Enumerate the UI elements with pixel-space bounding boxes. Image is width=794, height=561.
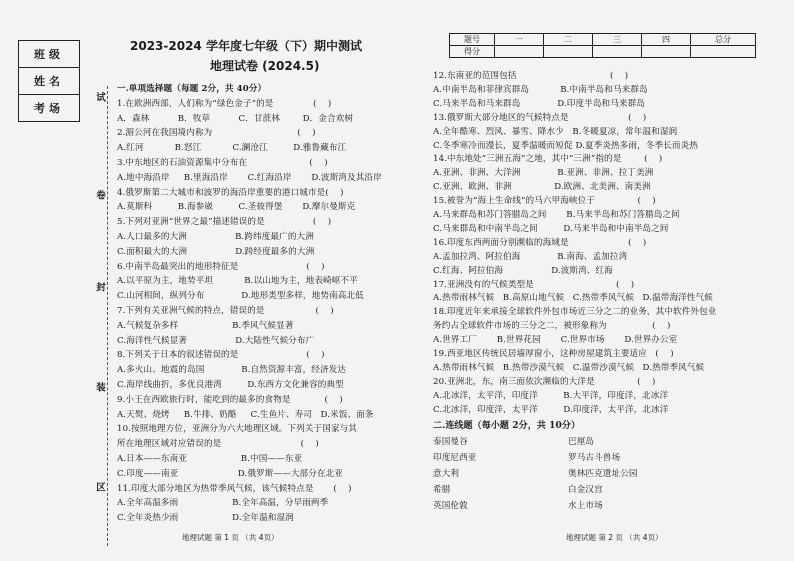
matching-item[interactable]: 水上市场 bbox=[568, 501, 603, 511]
question-line: 16.印度东西两面分别濒临的海域是 ( ) bbox=[433, 237, 647, 248]
score-cell[interactable] bbox=[691, 46, 756, 58]
question-line: 7.下列有关亚洲气候的特点，错误的是 ( ) bbox=[117, 306, 334, 316]
matching-item[interactable]: 意大利 bbox=[433, 469, 460, 479]
score-header: 四 bbox=[642, 34, 691, 46]
binding-label: 装 bbox=[94, 382, 105, 392]
question-line: A.孟加拉湾、阿拉伯海 B.南海、孟加拉湾 bbox=[433, 251, 628, 262]
question-line: A.地中海沿岸 B.里海沿岸 C.红海沿岸 D.波斯湾及其沿岸 bbox=[117, 172, 382, 183]
question-line: 15.被誉为“海上生命线”的马六甲海峡位于 ( ) bbox=[433, 196, 656, 207]
question-line: 2.湄公河在我国境内称为 ( ) bbox=[117, 128, 316, 139]
score-cell[interactable] bbox=[544, 46, 593, 58]
question-line: C.亚洲、欧洲、非洲 D.欧洲、北美洲、南美洲 bbox=[433, 182, 651, 193]
binding-label: 封 bbox=[94, 282, 105, 292]
question-line: A.热带雨林气候 B.高原山地气候 C.热带季风气候 D.温带海洋性气候 bbox=[433, 293, 713, 304]
matching-item[interactable]: 奥林匹克遗址公园 bbox=[568, 469, 638, 479]
question-line: C.山河相间，纵列分布 D.地形类型多样，地势南高北低 bbox=[117, 291, 364, 302]
question-line: 务约占全球软件市场的三分之二，被形象称为 ( ) bbox=[433, 321, 671, 332]
page-footer: 地理试题 第 2 页 （共 4页） bbox=[566, 533, 663, 542]
matching-item[interactable]: 白金汉宫 bbox=[568, 485, 603, 495]
binding-label: 试 bbox=[94, 92, 105, 102]
question-line: 1.在欧洲西部，人们称为“绿色金子”的是 ( ) bbox=[117, 98, 332, 109]
question-line: A.全年高温多雨 B.全年高温，分早雨两季 bbox=[117, 498, 329, 509]
question-line: C.海洋性气候显著 D.大陆性气候分布广 bbox=[117, 335, 315, 346]
question-line: A.气候复杂多样 B.季风气候显著 bbox=[117, 320, 294, 331]
question-line: A.北冰洋，太平洋，印度洋 B.大平洋，印度洋，北冰洋 bbox=[433, 390, 669, 401]
score-header: 总分 bbox=[691, 34, 756, 46]
question-line: 6.中南半岛最突出的地形特征是 ( ) bbox=[117, 261, 325, 272]
question-line: A.以平原为主，地势平坦 B.以山地为主，地表崎岖不平 bbox=[117, 276, 358, 287]
binding-label: 卷 bbox=[94, 190, 105, 200]
question-line: 14.中东地处“三洲五海”之地，其中“三洲”指的是 ( ) bbox=[433, 154, 663, 165]
section-two-title: 二.连线题（每小题 2分，共 10分） bbox=[433, 421, 581, 431]
score-cell[interactable] bbox=[593, 46, 642, 58]
question-line: A.红河 B.怒江 C.澜沧江 D.雅鲁藏布江 bbox=[117, 143, 347, 154]
score-header: 一 bbox=[495, 34, 544, 46]
question-line: A.天熨、烧烤 B.牛排、奶酪 C.生鱼片、寿司 D.米饭、面条 bbox=[117, 409, 374, 420]
score-row-label: 得分 bbox=[450, 46, 495, 58]
page-footer: 地理试题 第 1 页 （共 4页） bbox=[182, 533, 279, 542]
exam-title: 2023-2024 学年度七年级（下）期中测试 bbox=[130, 39, 362, 53]
question-line: C.海岸线曲折，多优良港湾 D.东西方文化兼容的典型 bbox=[117, 380, 344, 390]
question-line: C.红海、阿拉伯海 D.波斯湾、红海 bbox=[433, 265, 613, 276]
score-cell[interactable] bbox=[495, 46, 544, 58]
matching-item[interactable]: 巴厘岛 bbox=[568, 437, 595, 447]
question-line: 4.俄罗斯第二大城市和波罗的海沿岸重要的港口城市是( ) bbox=[117, 187, 344, 198]
question-line: 19.西亚地区传统民居墙厚窗小，这种房屋建筑主要适应 ( ) bbox=[433, 349, 674, 359]
question-line: C.面积最大的大洲 D.跨经度最多的大洲 bbox=[117, 246, 315, 257]
question-line: C.印度——南亚 D.俄罗斯——大部分在北亚 bbox=[117, 468, 343, 479]
matching-item[interactable]: 罗马古斗兽场 bbox=[568, 453, 621, 463]
score-cell[interactable] bbox=[642, 46, 691, 58]
question-line: 11.印度大部分地区为热带季风气候，该气候特点是 ( ) bbox=[117, 483, 352, 494]
question-line: 所在地理区域对应错误的是 ( ) bbox=[117, 439, 319, 450]
name-label: 姓名 bbox=[19, 68, 80, 95]
question-line: 3.中东地区的石油资源集中分布在 ( ) bbox=[117, 158, 328, 168]
question-line: A.亚洲、非洲、大洋洲 B.亚洲、非洲、拉丁美洲 bbox=[433, 168, 654, 179]
student-id-box bbox=[18, 40, 80, 122]
question-line: A.多火山、地震的岛国 B.自然资源丰富，经济发达 bbox=[117, 365, 347, 376]
matching-item[interactable]: 印度尼西亚 bbox=[433, 453, 477, 463]
class-label: 班级 bbox=[19, 41, 80, 68]
question-line: 18.印度近年来承接全球软件外包市场近三分之二的业务，其中软件外包业 bbox=[433, 307, 717, 318]
question-line: 8.下列关于日本的叙述错误的是 ( ) bbox=[117, 350, 325, 361]
score-header: 三 bbox=[593, 34, 642, 46]
binding-label: 区 bbox=[94, 482, 105, 492]
question-line: C.冬季寒冷而漫长，夏季温暖而短促 D.夏季炎热多雨，冬季长而炎热 bbox=[433, 140, 698, 151]
question-line: C.马来群岛和中南半岛之间 D.马来半岛和中南半岛之间 bbox=[433, 223, 669, 234]
score-header: 二 bbox=[544, 34, 593, 46]
question-line: 10.按照地理方位，亚洲分为六大地理区域。下列关于国家与其 bbox=[117, 424, 358, 435]
question-line: A.人口最多的大洲 B.跨纬度最广的大洲 bbox=[117, 232, 314, 242]
question-line: A.热带雨林气候 B.热带沙漠气候 C.温带沙漠气候 D.热带季风气候 bbox=[433, 362, 705, 373]
question-line: C.全年炎热少雨 D.全年温和湿润 bbox=[117, 513, 294, 524]
score-header: 题号 bbox=[450, 34, 495, 46]
question-line: A.马来群岛和苏门答腊岛之间 B.马来半岛和苏门答腊岛之间 bbox=[433, 210, 680, 220]
question-line: A.中南半岛和菲律宾群岛 B.中南半岛和马来群岛 bbox=[433, 84, 648, 95]
question-line: 9.小王在西欧旅行时，能吃到的最多的食物是 ( ) bbox=[117, 394, 343, 405]
exam-room-label: 考场 bbox=[19, 95, 80, 122]
question-line: 12.东南亚的范围包括 ( ) bbox=[433, 71, 629, 81]
matching-item[interactable]: 泰国曼谷 bbox=[433, 437, 468, 447]
question-line: 20.亚洲北，东，南三面依次濒临的大洋是 ( ) bbox=[433, 376, 656, 387]
binding-line bbox=[107, 86, 108, 546]
question-line: A.世界工厂 B.世界花园 C.世界市场 D.世界办公室 bbox=[433, 335, 678, 346]
score-table bbox=[449, 33, 756, 58]
question-line: C.马来半岛和马来群岛 D.印度半岛和马来群岛 bbox=[433, 98, 646, 109]
matching-item[interactable]: 希腊 bbox=[433, 485, 451, 495]
question-line: 5.下列对亚洲“世界之最”描述错误的是 ( ) bbox=[117, 217, 332, 228]
question-line: C.北冰洋，印度洋，太平洋 D.印度洋，太平洋，北冰洋 bbox=[433, 404, 669, 415]
question-line: A．森林 B．牧草 C．甘蔗林 D．金合欢树 bbox=[117, 113, 354, 124]
section-one-title: 一.单项选择题（每题 2分，共 40分） bbox=[117, 84, 267, 94]
question-line: 13.俄罗斯大部分地区的气候特点是 ( ) bbox=[433, 112, 647, 123]
matching-item[interactable]: 英国伦敦 bbox=[433, 501, 468, 511]
question-line: A.日本——东南亚 B.中国——东亚 bbox=[117, 454, 303, 464]
question-line: A.莫斯科 B.海参崴 C.圣彼得堡 D.摩尔曼斯克 bbox=[117, 202, 356, 213]
question-line: A.全年酷寒、烈风、暴雪、降水少 B.冬暖夏凉，常年温和湿润 bbox=[433, 126, 678, 137]
exam-subtitle: 地理试卷 (2024.5) bbox=[210, 59, 320, 73]
question-line: 17.亚洲没有的气候类型是 ( ) bbox=[433, 279, 635, 290]
